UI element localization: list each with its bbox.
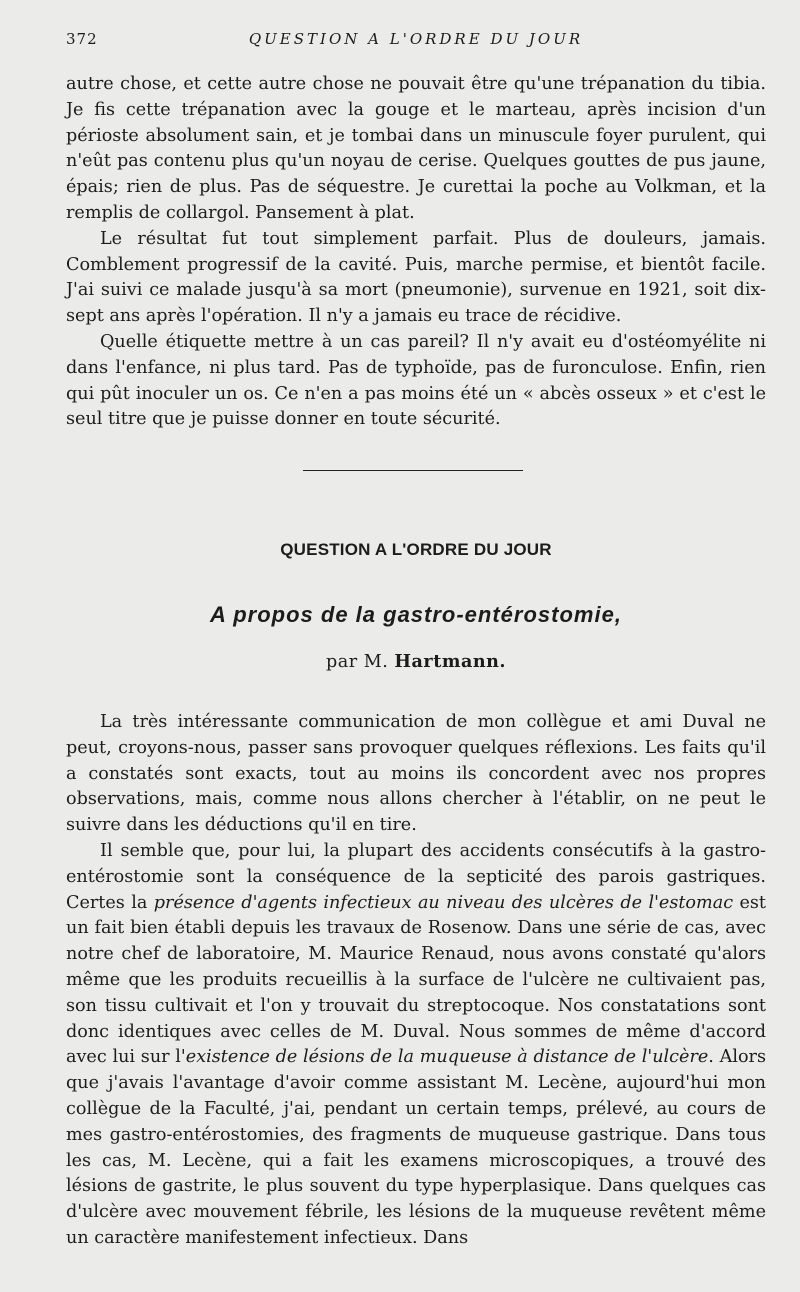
section-divider bbox=[303, 470, 523, 471]
article-body bbox=[66, 710, 766, 1252]
running-title: QUESTION A L'ORDRE DU JOUR bbox=[248, 30, 584, 48]
author-name: Hartmann. bbox=[394, 651, 507, 672]
paragraph: autre chose, et cette autre chose ne pouvait être qu'une trépanation du tibia. Je fis cette trépanation avec la gouge et le marteau, après incision d'un périoste absolument sain, et je tombai dans un minuscule foyer purulent, qui n'eût pas contenu plus qu'un noyau de cerise. Quelques gouttes de pus jaune, épais; rien de plus. Pas de séquestre. Je curettai la poche au Volkman, et la remplis de collargol. Pansement à plat. bbox=[66, 74, 766, 223]
byline bbox=[66, 651, 766, 672]
paragraph bbox=[66, 839, 766, 1252]
paragraph: Quelle étiquette mettre à un cas pareil? Il n'y avait eu d'ostéomyélite ni dans l'enfance, ni plus tard. Pas de typhoïde, pas de furonculose. Enfin, rien qui pût inoculer un os. Ce n'en a pas moins été un « abcès osseux » et c'est le seul titre que je puisse donner en toute sécurité. bbox=[66, 331, 766, 430]
article-title: A propos de la gastro-entérostomie, bbox=[210, 602, 622, 627]
text-run: Il semble que, pour lui, la plupart des accidents consécutifs à la gastro-entérostomie sont la conséquence de la septicité des parois gastriques. Certes la bbox=[66, 840, 766, 913]
page-number: 372 bbox=[66, 30, 98, 48]
section-heading: QUESTION A L'ORDRE DU JOUR bbox=[280, 540, 552, 559]
italic-phrase: présence d'agents infectieux au niveau des ulcères de l'estomac bbox=[153, 892, 734, 913]
byline-prefix: par M. bbox=[325, 652, 389, 672]
previous-article-ending bbox=[66, 72, 766, 433]
text-run: est un fait bien établi depuis les travaux de Rosenow. Dans une série de cas, avec notre chef de laboratoire, M. Maurice Renaud, nous avons constaté qu'alors même que les produits recueillis à la surface de l'ulcère ne cultivaient pas, son tissu cultivait et l'on y trouvait du streptocoque. Nos constatations sont donc identiques avec celles de M. Duval. Nous sommes de même d'accord avec lui sur l' bbox=[66, 892, 766, 1068]
italic-phrase: existence de lésions de la muqueuse à distance de l'ulcère bbox=[185, 1047, 709, 1068]
page-header bbox=[66, 30, 766, 52]
text-run: . Alors que j'avais l'avantage d'avoir comme assistant M. Lecène, aujourd'hui mon collègue de la Faculté, j'ai, pendant un certain temps, prélevé, au cours de mes gastro-entérostomies, des fragments de muqueuse gastrique. Dans tous les cas, M. Lecène, qui a fait les examens microscopiques, a trouvé des lésions de gastrite, le plus souvent du type hyperplasique. Dans quelques cas d'ulcère avec mouvement fébrile, les lésions de la muqueuse revêtent même un caractère manifestement infectieux. Dans bbox=[66, 1047, 766, 1248]
paragraph: La très intéressante communication de mon collègue et ami Duval ne peut, croyons-nous, passer sans provoquer quelques réflexions. Les faits qu'il a constatés sont exacts, tout au moins ils concordent avec nos propres observations, mais, comme nous allons chercher à l'établir, on ne peut le suivre dans les déductions qu'il en tire. bbox=[66, 712, 766, 836]
paragraph: Le résultat fut tout simplement parfait. Plus de douleurs, jamais. Comblement progressif de la cavité. Puis, marche permise, et bientôt facile. J'ai suivi ce malade jusqu'à sa mort (pneumonie), survenue en 1921, soit dix-sept ans après l'opération. Il n'y a jamais eu trace de récidive. bbox=[66, 228, 766, 327]
